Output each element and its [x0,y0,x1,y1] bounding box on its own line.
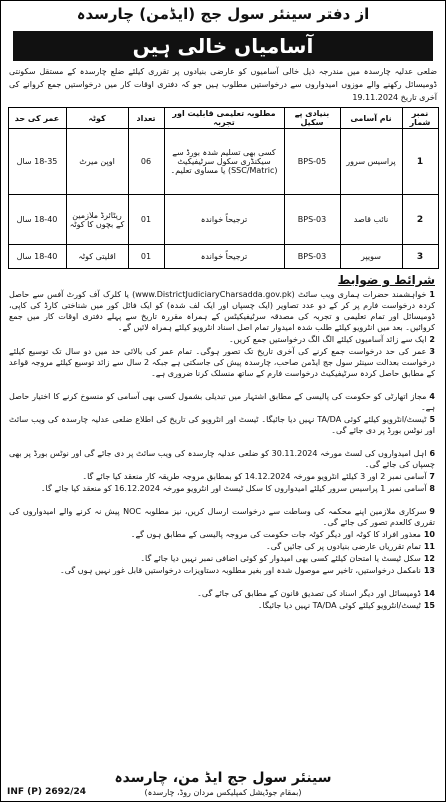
vacancies-banner: آسامیاں خالی ہیں [13,31,433,61]
list-item: 10معذور افراد کا کوٹہ اور دیگر کوٹہ جات حکومت کی مروجہ پالیسی کے مطابق ہوں گے۔ [130,530,435,539]
intro-paragraph: ضلعی عدلیہ چارسدہ میں مندرجہ ذیل خالی آسامیوں کو عارضی بنیادوں پر تقرری کیلئے ضلع چارسدہ کے مستقل سکونتی ڈومیسائل رکھنے والے موزوں امیدواروں سے درخواستیں مطلوب ہیں جو کہ دفتری اوقات کار میں درخواستیں جمع کروانے کی آخری تاریخ 19.11.2024 [9,67,437,102]
list-item: 15ٹیسٹ/انٹرویو کیلئے کوئی TA/DA نہیں دیا جائیگا۔ [257,601,435,610]
cell-count: 06 [128,129,164,195]
header-bps: بنیادی پے سکیل [284,108,340,129]
office-heading: از دفتر سینئر سول جج (ایڈمن) چارسدہ [76,5,370,23]
cell-serial: 1 [402,129,438,195]
header-count: تعداد [128,108,164,129]
table-row [8,129,438,195]
list-item: 1خواہشمند حضرات ہماری ویب سائٹ (www.DistrictJudiciaryCharsadda.gov.pk) یا کلرک آف کورٹ آفس سے حاصل کردہ درخواست فارم پر کر کے دو عدد تصاویر (ایک چسپاں اور ایک لف شدہ) کو ایک فائل کور میں شناختی کارڈ کی کاپی، ڈومیسائل اور تمام تعلیمی و تجربہ کی مصدقہ سرٹیفیکیٹس کے ہمراہ مقررہ تاریخ سے پہلے دفتری اوقات کار میں جمع کروائیں۔ بعد میں انٹرویو کیلئے طلب شدہ امیدوار تمام اصل اسناد انٹرویو کیلئے ہمراہ لائیں گے۔ [9,290,435,332]
cell-qualification: کسی بھی تسلیم شدہ بورڈ سے سیکنڈری سکول سرٹیفیکیٹ (SSC/Matric) یا مساوی تعلیم۔ [164,129,284,195]
cell-count: 01 [128,195,164,245]
cell-bps: BPS-03 [284,195,340,245]
header-serial: نمبر شمار [402,108,438,129]
cell-age: 18-35 سال [8,129,66,195]
cell-post-name: نائب قاصد [340,195,402,245]
signatory-address: (بمقام جوڈیشل کمپلیکس مردان روڈ، چارسدہ) [144,788,302,797]
cell-qualification: ترجیحاً خواندہ [164,245,284,269]
list-item: 5ٹیسٹ/انٹرویو کیلئے کوئی TA/DA نہیں دیا جائیگا۔ ٹیسٹ اور انٹرویو کی تاریخ کی اطلاع ضلعی عدلیہ چارسدہ کی ویب سائٹ اور نوٹس بورڈ پر دی جائے گی۔ [9,415,435,435]
cell-bps: BPS-05 [284,129,340,195]
cell-bps: BPS-03 [284,245,340,269]
signatory-title: سینئر سول جج ایڈ من، چارسدہ [114,770,332,786]
inf-number: INF (P) 2692/24 [7,787,86,797]
list-item: 7آسامی نمبر 2 اور 3 کیلئے انٹرویو مورخہ 14.12.2024 کو بمطابق مروجہ طریقہ کار منعقد کیا جائے گا۔ [82,472,435,481]
cell-quota: اقلیتی کوٹہ [66,245,128,269]
cell-quota: اوپن میرٹ [66,129,128,195]
table-header-row [8,108,438,129]
terms-list [1,289,445,611]
terms-heading: شرائط و ضوابط [337,273,435,287]
list-item: 6اہل امیدواروں کی لسٹ مورخہ 30.11.2024 کو ضلعی عدلیہ چارسدہ کی ویب سائٹ پر دی جائے گی اور نوٹس بورڈ پر بھی چسپاں کی جائے گی۔ [9,449,435,469]
list-item: 12سکل ٹیسٹ یا امتحان کیلئے کسی بھی امیدوار کو کوئی اضافی نمبر نہیں دیا جائے گا۔ [140,554,435,563]
cell-age: 18-40 سال [8,245,66,269]
cell-count: 01 [128,245,164,269]
table-row [8,245,438,269]
list-item: 9سرکاری ملازمین اپنے محکمہ کی وساطت سے درخواست ارسال کریں، نیز مطلوبہ NOC پیش نہ کرنے والے امیدواروں کی تقرری کالعدم تصور کی جائے گی۔ [9,507,435,527]
cell-serial: 2 [402,195,438,245]
list-item: 11تمام تقرریاں عارضی بنیادوں پر کی جائیں گی۔ [266,542,435,551]
list-item: 3عمر کی حد درخواست جمع کرنے کی آخری تاریخ تک تصور ہوگی۔ تمام عمر کی بالائی حد میں دو سال تک توسیع کیلئے درخواست بعدالت سینئر سول جج ایڈمن صاحب، چارسدہ پیش کی جاسکتی ہے جبکہ 2 سال سے زائد توسیع کیلئے مروجہ قواعد کے مطابق حاصل کردہ سرٹیفیکیٹ درخواست فارم کے ساتھ منسلک کرنا ضروری ہے۔ [9,347,435,378]
cell-age: 18-40 سال [8,195,66,245]
cell-post-name: پراسیس سرور [340,129,402,195]
cell-post-name: سویپر [340,245,402,269]
list-item: 8آسامی نمبر 1 پراسیس سرور کیلئے امیدواروں کا سکل ٹیسٹ اور انٹرویو مورخہ 16.12.2024 کو منعقد کیا جائے گا۔ [40,484,435,493]
vacancies-table [8,107,439,269]
cell-serial: 3 [402,245,438,269]
list-item: 13نامکمل درخواستیں، تاخیر سے موصول شدہ اور بغیر مطلوبہ دستاویزات درخواستیں قابل غور نہیں ہوں گی۔ [60,566,435,575]
header-age: عمر کی حد [8,108,66,129]
header-qualification: مطلوبہ تعلیمی قابلیت اور تجربہ [164,108,284,129]
table-row [8,195,438,245]
header-post-name: نام آسامی [340,108,402,129]
cell-quota: ریٹائرڈ ملازمین کے بچوں کا کوٹہ [66,195,128,245]
list-item: 14ڈومیسائل اور دیگر اسناد کی تصدیق قانون کے مطابق کی جائے گی۔ [197,589,435,598]
list-item: 4مجاز اتھارٹی کو حکومت کی پالیسی کے مطابق اشتہار میں تبدیلی بشمول کسی بھی آسامی کو منسوخ کرنے کا اختیار حاصل ہے۔ [9,392,435,412]
header-quota: کوٹہ [66,108,128,129]
cell-qualification: ترجیحاً خواندہ [164,195,284,245]
list-item: 2ایک سے زائد آسامیوں کیلئے الگ الگ درخواستیں جمع کریں۔ [228,335,435,344]
